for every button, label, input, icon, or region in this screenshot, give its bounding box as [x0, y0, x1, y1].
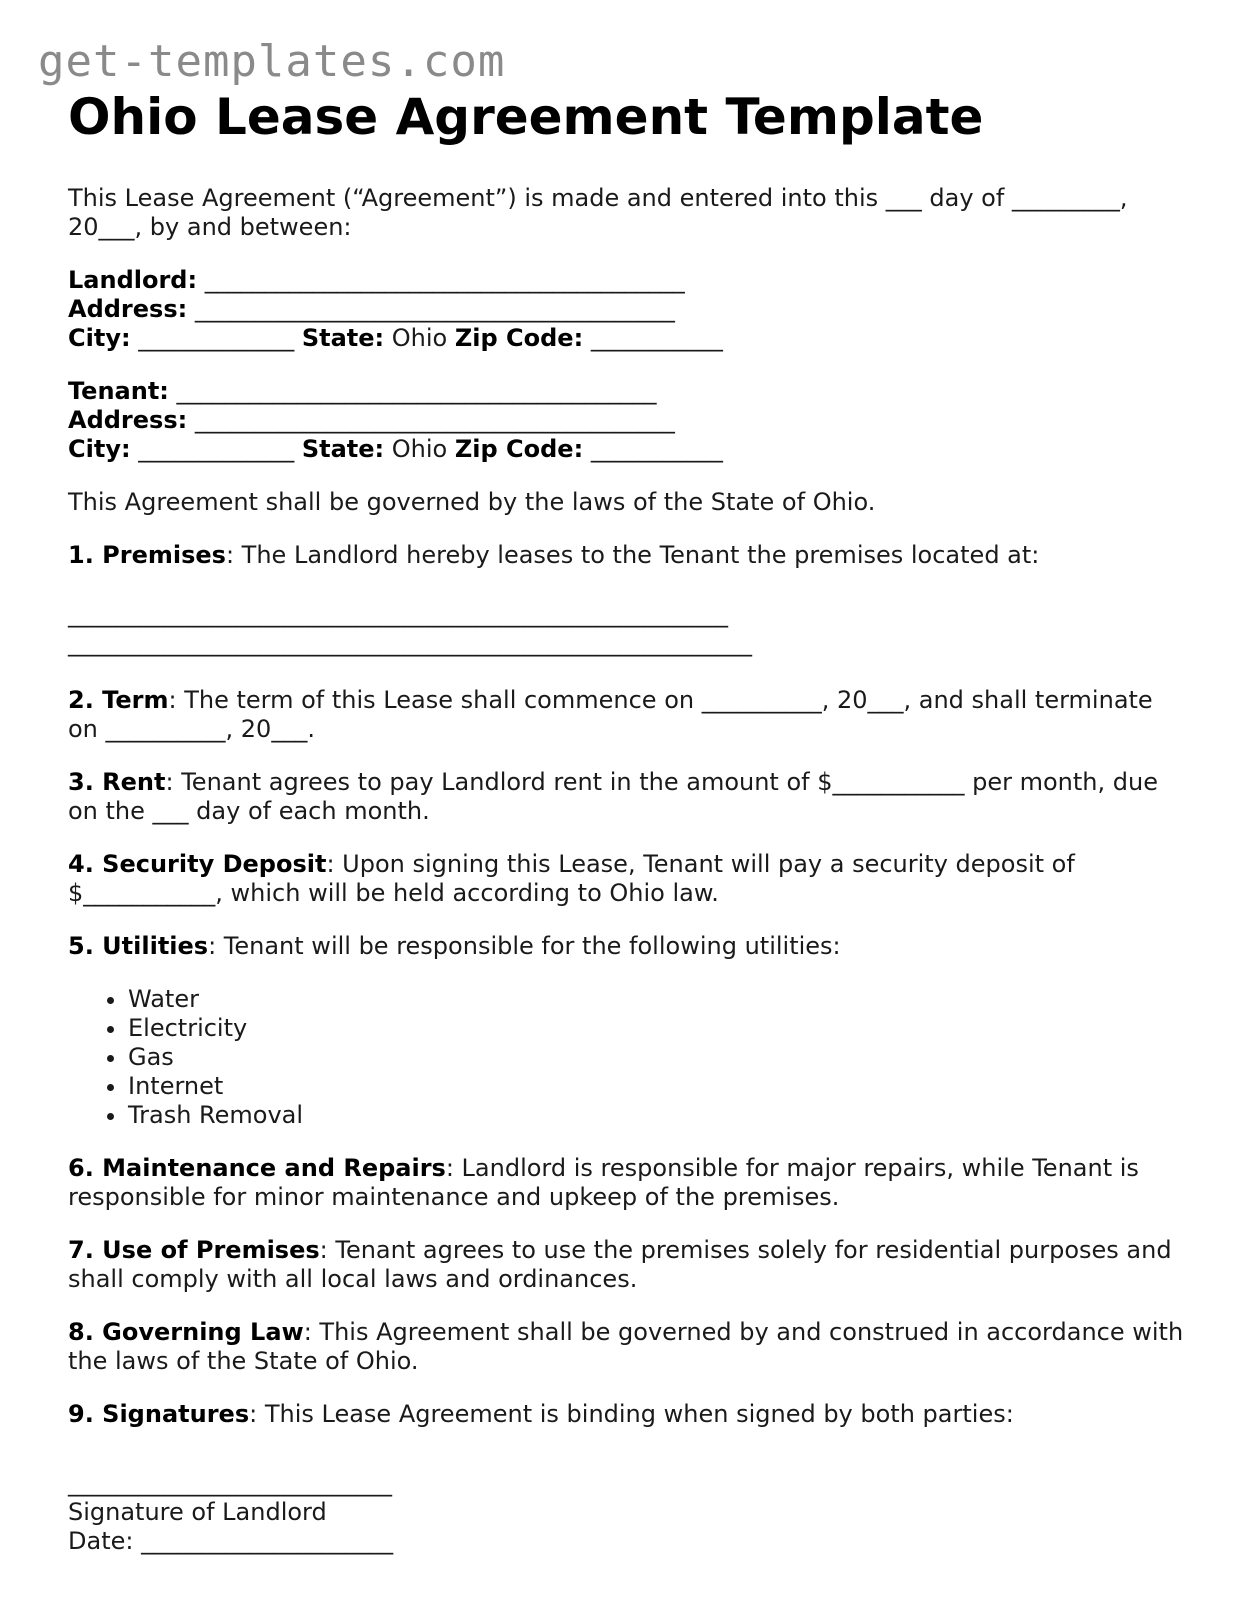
maintenance-text: : Landlord is responsible for major repairs, while Tenant is responsible for minor maintenance and upkeep of the premises. [68, 1154, 1139, 1211]
landlord-state-label: State: [301, 324, 385, 352]
tenant-state-value: Ohio [384, 435, 455, 463]
date-label: Date: [68, 1527, 134, 1555]
signatures-heading: 9. Signatures [68, 1400, 250, 1428]
section-term [68, 686, 1188, 744]
tenant-state-label: State: [301, 435, 385, 463]
use-text: : Tenant agrees to use the premises solely for residential purposes and shall comply with all local laws and ordinances. [68, 1236, 1172, 1293]
section-rent [68, 768, 1188, 826]
premises-text: : The Landlord hereby leases to the Tenant the premises located at: [225, 541, 1040, 569]
landlord-zip-blank: ___________ [583, 324, 723, 352]
utilities-text: : Tenant will be responsible for the following utilities: [208, 932, 841, 960]
rent-text: : Tenant agrees to pay Landlord rent in the amount of $___________ per month, due on the ___ day of each month. [68, 768, 1158, 825]
maintenance-heading: 6. Maintenance and Repairs [68, 1154, 446, 1182]
section-utilities [68, 932, 1188, 961]
date-line [68, 1527, 1188, 1556]
landlord-block [68, 266, 1188, 353]
rent-heading: 3. Rent [68, 768, 166, 796]
landlord-signature-block [68, 1469, 1188, 1556]
law-heading: 8. Governing Law [68, 1318, 304, 1346]
tenant-address-line [68, 406, 1188, 435]
watermark: get-templates.com [38, 36, 506, 87]
landlord-state-value: Ohio [384, 324, 455, 352]
section-use [68, 1236, 1188, 1294]
utilities-list [68, 985, 1188, 1130]
section-law [68, 1318, 1188, 1376]
section-deposit [68, 850, 1188, 908]
list-item: • Water [128, 985, 1188, 1014]
deposit-text: : Upon signing this Lease, Tenant will pay a security deposit of $___________, which will be held according to Ohio law. [68, 850, 1075, 907]
premises-address-lines [68, 600, 1188, 658]
premises-line-1: _______________________________________________________ [68, 600, 728, 628]
deposit-heading: 4. Security Deposit [68, 850, 327, 878]
term-text: : The term of this Lease shall commence on __________, 20___, and shall terminate on __________, 20___. [68, 686, 1153, 743]
use-heading: 7. Use of Premises [68, 1236, 320, 1264]
section-signatures [68, 1400, 1188, 1429]
list-item: • Gas [128, 1043, 1188, 1072]
page-title: Ohio Lease Agreement Template [68, 88, 984, 146]
tenant-address-blank: ________________________________________ [187, 406, 675, 434]
tenant-zip-label: Zip Code: [454, 435, 584, 463]
tenant-city-line [68, 435, 1188, 464]
list-item: • Trash Removal [128, 1101, 1188, 1130]
governed-statement: This Agreement shall be governed by the laws of the State of Ohio. [68, 488, 876, 516]
landlord-name-line [68, 266, 1188, 295]
document-page [68, 88, 1188, 1556]
tenant-label: Tenant: [68, 377, 169, 405]
term-heading: 2. Term [68, 686, 169, 714]
landlord-zip-label: Zip Code: [454, 324, 584, 352]
premises-line-2: _________________________________________________________ [68, 629, 752, 657]
signatures-text: : This Lease Agreement is binding when signed by both parties: [249, 1400, 1014, 1428]
tenant-zip-blank: ___________ [583, 435, 723, 463]
premises-heading: 1. Premises [68, 541, 226, 569]
intro-paragraph: This Lease Agreement (“Agreement”) is made and entered into this ___ day of _________, 20___, by and between: [68, 184, 1128, 241]
tenant-name-line [68, 377, 1188, 406]
utilities-heading: 5. Utilities [68, 932, 209, 960]
date-blank: _____________________ [133, 1527, 394, 1555]
signature-label: Signature of Landlord [68, 1498, 327, 1526]
section-maintenance [68, 1154, 1188, 1212]
signature-line: ___________________________ [68, 1469, 392, 1497]
tenant-address-label: Address: [68, 406, 188, 434]
tenant-city-blank: _____________ [130, 435, 302, 463]
list-item: • Internet [128, 1072, 1188, 1101]
list-item: • Electricity [128, 1014, 1188, 1043]
landlord-address-label: Address: [68, 295, 188, 323]
section-premises [68, 541, 1188, 570]
tenant-name-blank: ________________________________________ [168, 377, 657, 405]
tenant-block [68, 377, 1188, 464]
landlord-city-label: City: [68, 324, 131, 352]
landlord-city-blank: _____________ [130, 324, 302, 352]
landlord-name-blank: ________________________________________ [197, 266, 685, 294]
landlord-label: Landlord: [68, 266, 198, 294]
law-text: : This Agreement shall be governed by and construed in accordance with the laws of the State of Ohio. [68, 1318, 1184, 1375]
landlord-address-line [68, 295, 1188, 324]
landlord-city-line [68, 324, 1188, 353]
tenant-city-label: City: [68, 435, 131, 463]
landlord-address-blank: ________________________________________ [187, 295, 675, 323]
